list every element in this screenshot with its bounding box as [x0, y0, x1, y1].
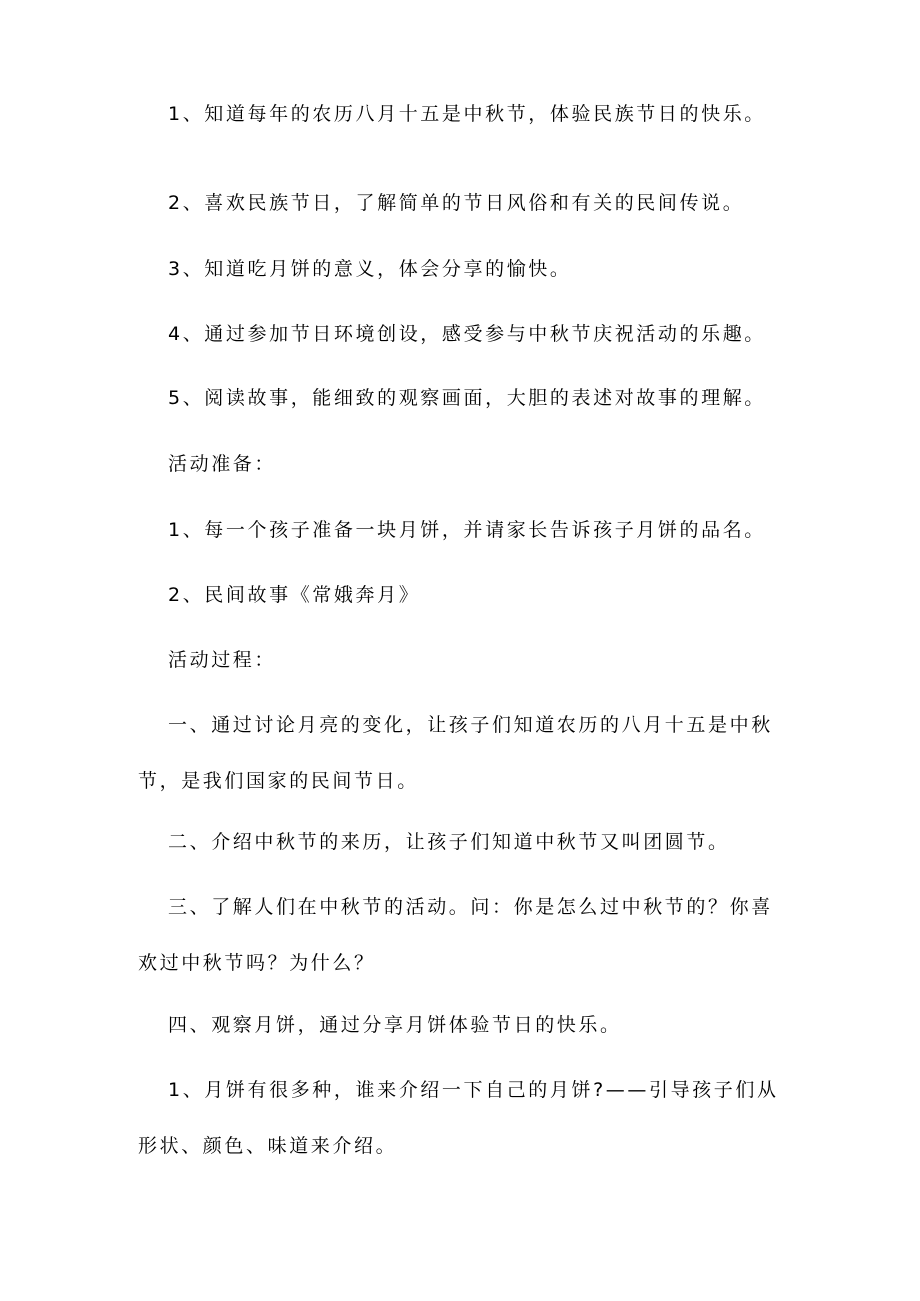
paragraph-goal-4: 4、通过参加节日环境创设，感受参与中秋节庆祝活动的乐趣。: [168, 323, 766, 345]
paragraph-preparation-2: 2、民间故事《常娥奔月》: [168, 584, 421, 606]
paragraph-goal-1: 1、知道每年的农历八月十五是中秋节，体验民族节日的快乐。: [168, 103, 766, 125]
paragraph-goal-5: 5、阅读故事，能细致的观察画面，大胆的表述对故事的理解。: [168, 387, 766, 409]
paragraph-goal-3: 3、知道吃月饼的意义，体会分享的愉快。: [168, 258, 572, 280]
heading-preparation: 活动准备：: [168, 453, 277, 475]
heading-process: 活动过程：: [168, 649, 277, 671]
paragraph-process-3: 三、了解人们在中秋节的活动。问：你是怎么过中秋节的？你喜欢过中秋节吗？为什么？: [138, 896, 773, 974]
paragraph-process-4: 四、观察月饼，通过分享月饼体验节日的快乐。: [168, 1014, 622, 1036]
paragraph-preparation-1: 1、每一个孩子准备一块月饼，并请家长告诉孩子月饼的品名。: [168, 519, 766, 541]
paragraph-process-2: 二、介绍中秋节的来历，让孩子们知道中秋节又叫团圆节。: [168, 831, 730, 853]
paragraph-process-1: 一、通过讨论月亮的变化，让孩子们知道农历的八月十五是中秋节，是我们国家的民间节日。: [138, 714, 773, 792]
paragraph-process-4-1: 1、月饼有很多种，谁来介绍一下自己的月饼?——引导孩子们从形状、颜色、味道来介绍。: [138, 1079, 779, 1157]
paragraph-goal-2: 2、喜欢民族节日，了解简单的节日风俗和有关的民间传说。: [168, 192, 745, 214]
